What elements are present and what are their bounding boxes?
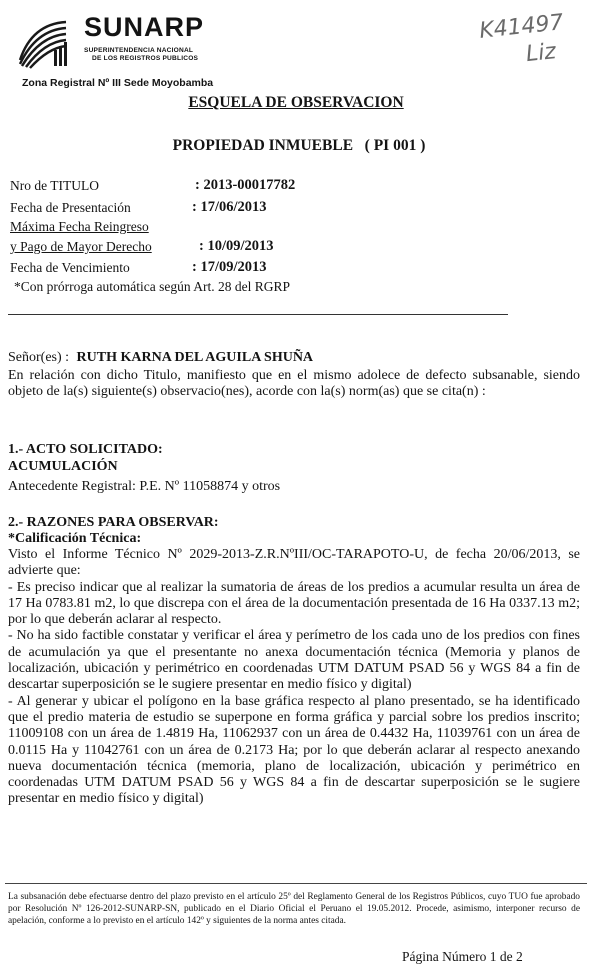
max-fecha-label-line1: Máxima Fecha Reingreso: [10, 219, 149, 234]
intro-paragraph: En relación con dicho Titulo, manifiesto que en el mismo adolece de defecto subsanable, siendo objeto de la(s) siguiente(s) observacio(nes), acorde con la(s) norm(as) que se cita(n) :: [8, 368, 580, 400]
section1-act: ACUMULACIÓN: [8, 459, 118, 474]
section1-heading: 1.- ACTO SOLICITADO:: [8, 442, 163, 457]
brand-subtitle: [84, 47, 198, 63]
section1-antecedente: Antecedente Registral: P.E. Nº 11058874 y otros: [8, 479, 281, 494]
page-number: Página Número 1 de 2: [402, 949, 523, 964]
fecha-presentacion-label: Fecha de Presentación: [10, 200, 131, 215]
zona-registral: Zona Registral Nº III Sede Moyobamba: [22, 77, 214, 89]
section2-subheading: *Calificación Técnica:: [8, 531, 142, 546]
section2-heading: 2.- RAZONES PARA OBSERVAR:: [8, 515, 219, 530]
brand-subtitle-line2: DE LOS REGISTROS PUBLICOS: [92, 55, 199, 62]
greeting-name: RUTH KARNA DEL AGUILA SHUÑA: [76, 350, 314, 365]
handwritten-annotation: [478, 9, 568, 74]
vencimiento-value: : 17/09/2013: [192, 259, 267, 275]
handwritten-code: K41497: [478, 10, 565, 44]
prorroga-note: *Con prórroga automática según Art. 28 del RGRP: [14, 279, 290, 294]
nro-titulo-label: Nro de TITULO: [10, 178, 99, 193]
handwritten-name: Liz: [524, 39, 558, 68]
paragraph-documentation: - No ha sido factible constatar y verificar el área y perímetro de los cada uno de los predios con fines de acumulación ya que el presentante no anexa documentación técnica (Memoria y planos de localización, ubicación y perimétrico en coordenadas UTM DATUM PSAD 56 y WGS 84 a fin de descartar superposición se le sugiere presentar en medio físico y digital): [8, 628, 580, 693]
fecha-presentacion-value: : 17/06/2013: [192, 199, 267, 215]
brand-name: SUNARP: [84, 12, 205, 42]
max-fecha-value: : 10/09/2013: [199, 238, 274, 254]
document-subtitle: PROPIEDAD INMUEBLE ( PI 001 ): [172, 137, 426, 154]
paragraph-informe: Visto el Informe Técnico Nº 2029-2013-Z.R.NºIII/OC-TARAPOTO-U, de fecha 20/06/2013, se advierte que:: [8, 547, 580, 579]
sunarp-logo-icon: [14, 16, 72, 70]
greeting-prefix: Señor(es) :: [8, 350, 70, 365]
document-title: ESQUELA DE OBSERVACION: [188, 94, 404, 111]
max-fecha-label-line2: y Pago de Mayor Derecho: [10, 239, 152, 254]
nro-titulo-value: : 2013-00017782: [195, 177, 296, 193]
vencimiento-label: Fecha de Vencimiento: [10, 260, 130, 275]
separator-line: [8, 314, 508, 315]
section2-paragraphs: [8, 547, 580, 808]
paragraph-area-discrepancy: - Es preciso indicar que al realizar la sumatoria de áreas de los predios a acumular resulta un área de 17 Ha 0783.81 m2, lo que discrepa con el área de la documentación presentada de 16 Ha 0337.13 m2; por lo que deberán aclarar al respecto.: [8, 579, 580, 628]
greeting: [8, 350, 580, 366]
brand-subtitle-line1: SUPERINTENDENCIA NACIONAL: [84, 47, 194, 54]
footnote: La subsanación debe efectuarse dentro del plazo previsto en el artículo 25º del Reglamento General de los Registros Públicos, cuyo TUO fue aprobado por Resolución Nº 126-2012-SUNARP-SN, publicado en el Diario Oficial el Peruano el 19.05.2012. Procede, asimismo, interponer recurso de apelación, conforme a lo previsto en el artículo 142º y siguientes de la norma antes citada.: [8, 892, 580, 926]
footer-separator: [5, 883, 587, 884]
paragraph-superposition: - Al generar y ubicar el polígono en la base gráfica respecto al plano presentado, se ha identificado que el predio materia de estudio se superpone en forma gráfica y parcial sobre los predios inscrito; 11009108 con un área de 1.4819 Ha, 11062937 con un área de 0.4432 Ha, 11039761 con un área de 0.0115 Ha y 11042761 con un área de 0.2173 Ha; por lo que deberán aclarar al respecto anexando nueva documentación técnica (memoria, plano de localización, ubicación y perimétrico en coordenadas UTM DATUM PSAD 56 y WGS 84 a fin de descartar superposición se le sugiere presentar en medio físico y digital): [8, 693, 580, 807]
